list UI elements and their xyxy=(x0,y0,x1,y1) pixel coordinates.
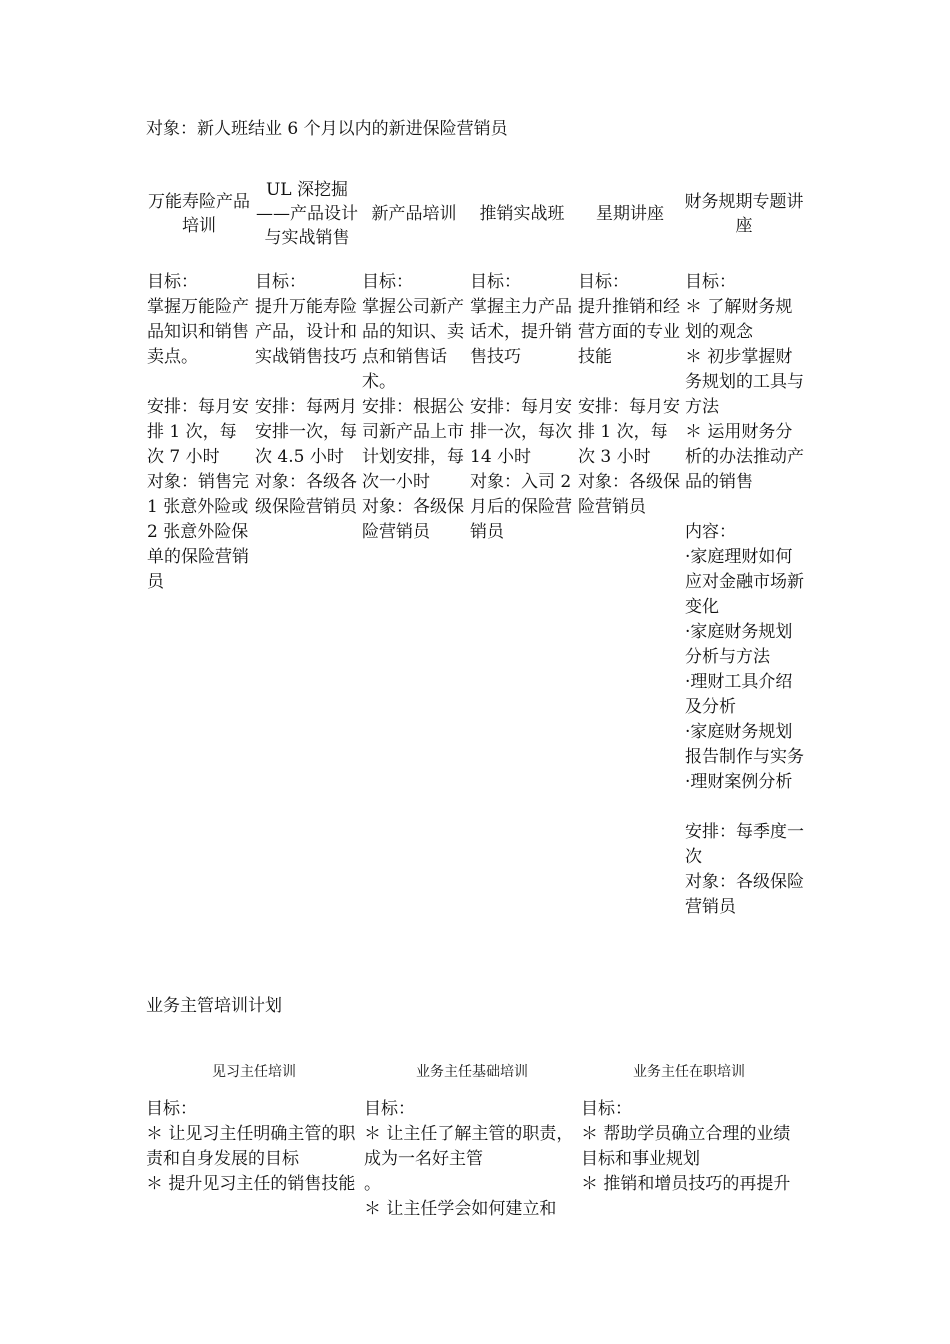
table2-header-trainee-supervisor: 见习主任培训 xyxy=(212,1064,296,1080)
table1-header-universal-life: 万能寿险产品培训 xyxy=(148,192,250,236)
table1-header-ul-deep-dive: UL 深挖掘——产品设计与实战销售 xyxy=(256,180,358,248)
table1-cell-financial-planning: 目标： ＊ 了解财务规划的观念 ＊ 初步掌握财务规划的工具与方法 ＊ 运用财务分析的办法推动产品的销售 内容： ·家庭理财如何应对金融市场新变化 ·家庭财务规划分析与方法 ·理财工具介绍及分析 ·家庭财务规划报告制作与实务 ·理财案例分析 安排：每季度一次 对象：各级保险营销员 xyxy=(685,272,804,917)
table1-cell-universal-life: 目标： 掌握万能险产品知识和销售卖点。 安排：每月安排 1 次，每次 7 小时 对象：销售完 1 张意外险或 2 张意外险保单的保险营销员 xyxy=(147,272,249,592)
table1-header-sales-practice: 推销实战班 xyxy=(479,204,565,224)
table2-cell-trainee-supervisor: 目标： ＊ 让见习主任明确主管的职责和自身发展的目标 ＊ 提升见习主任的销售技能 xyxy=(146,1099,356,1194)
table1-header-weekly-lecture: 星期讲座 xyxy=(596,204,664,224)
table1-cell-new-product: 目标： 掌握公司新产品的知识、卖点和销售话术。 安排：根据公司新产品上市计划安排，每次一小时 对象：各级保险营销员 xyxy=(362,272,464,542)
table1-header-new-product: 新产品培训 xyxy=(371,204,457,224)
table1-header-financial-planning: 财务规期专题讲座 xyxy=(684,192,804,236)
audience-line: 对象：新人班结业 6 个月以内的新进保险营销员 xyxy=(146,119,508,139)
table1-cell-weekly-lecture: 目标： 提升推销和经营方面的专业技能 安排：每月安排 1 次，每次 3 小时 对象：各级保险营销员 xyxy=(578,272,680,517)
table2-cell-supervisor-basic: 目标： ＊ 让主任了解主管的职责，成为一名好主管 。 ＊ 让主任学会如何建立和 xyxy=(364,1099,574,1219)
table1-cell-sales-practice: 目标： 掌握主力产品话术，提升销售技巧 安排：每月安排一次，每次 14 小时 对象：入司 2 月后的保险营销员 xyxy=(470,272,572,542)
table1-cell-ul-deep-dive: 目标： 提升万能寿险产品，设计和实战销售技巧 安排：每两月安排一次，每次 4.5 小时 对象：各级各级保险营销员 xyxy=(255,272,357,517)
section-title: 业务主管培训计划 xyxy=(146,996,282,1016)
table2-header-supervisor-basic: 业务主任基础培训 xyxy=(416,1064,528,1080)
table2-header-supervisor-onjob: 业务主任在职培训 xyxy=(633,1064,745,1080)
table2-cell-supervisor-onjob: 目标： ＊ 帮助学员确立合理的业绩目标和事业规划 ＊ 推销和增员技巧的再提升 xyxy=(581,1099,791,1194)
